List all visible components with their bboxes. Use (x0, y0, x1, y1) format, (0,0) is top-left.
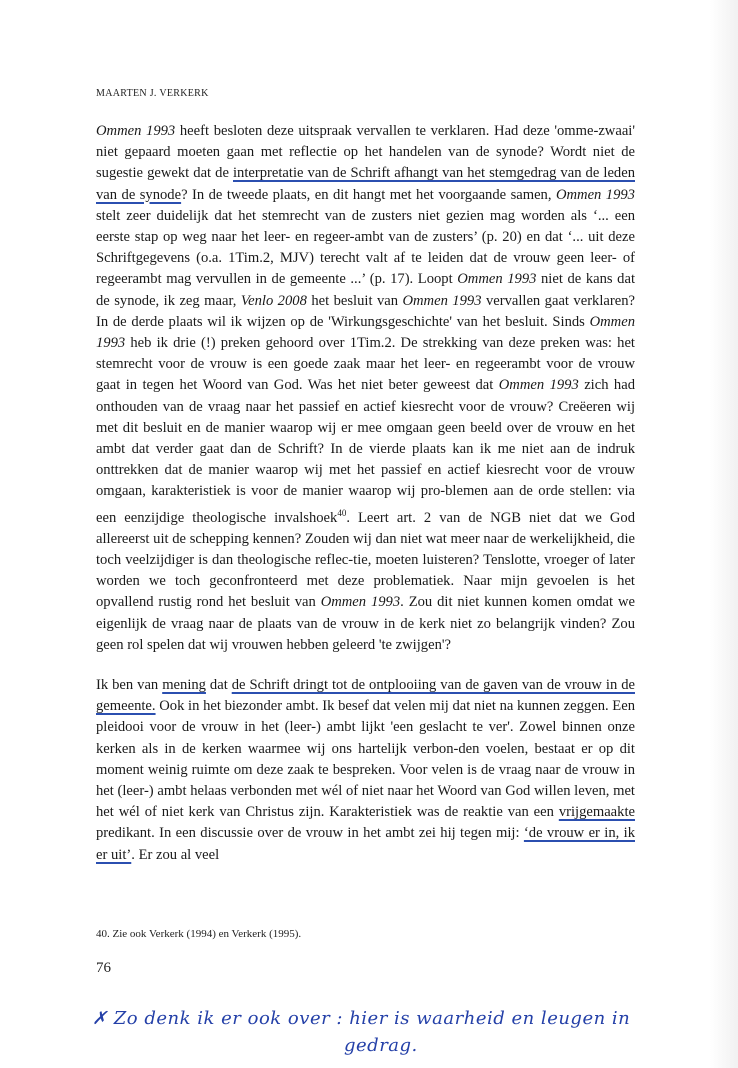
underlined-word: vrijgemaakte (558, 804, 635, 821)
page-number: 76 (96, 960, 111, 976)
running-head: MAARTEN J. VERKERK (96, 88, 209, 99)
underlined-passage: interpretatie van de Schrift afhangt van het stemgedrag van de leden van de synode (96, 165, 635, 203)
paragraph-2: Ik ben van mening dat de Schrift dringt tot de ontplooiing van de gaven van de vrouw in de gemeente. Ook in het biezonder ambt. Ik besef dat velen mij dat niet na kunnen zeggen. Een pleidooi voor de vrouw in het (leer-) ambt lijkt 'een geslacht te ver'. Zowel binnen onze kerken als in de kerken waarmee wij ons hartelijk verbon-den voelen, bestaat er op dit moment weinig ruimte om deze zaak te bespreken. Voor velen is de vraag naar de vrouw in het (leer-) ambt helaas verbonden met wél of niet naar het Woord van God willen leven, met het wél of niet kerk van Christus zijn. Karakteristiek was de reaktie van een vrijgemaakte predikant. In een discussie over de vrouw in het ambt zei hij tegen mij: ‘de vrouw er in, ik er uit’. Er zou al veel (96, 676, 635, 863)
footnote: 40. Zie ook Verkerk (1994) en Verkerk (1995). (96, 928, 302, 940)
underlined-passage: de Schrift dringt tot de ontplooiing van de gaven van de vrouw in de gemeente. (96, 676, 635, 715)
underlined-quote: ‘de vrouw er in, ik er uit’ (96, 825, 635, 863)
handwritten-line-2: gedrag. (344, 1035, 418, 1056)
footnote-ref: 40 (337, 507, 347, 518)
underlined-word: mening (162, 676, 206, 693)
body-text (96, 121, 635, 866)
page-edge-shadow (710, 0, 738, 1068)
paragraph-1: Ommen 1993 heeft besloten deze uitspraak vervallen te verklaren. Had deze 'omme-zwaai' niet gepaard moeten gaan met reflectie op het handelen van de synode? Wordt niet de sugestie gewekt dat de interpretatie van de Schrift afhangt van het stemgedrag van de leden van de synode? In de tweede plaats, en dit hangt met het voorgaande samen, Ommen 1993 stelt zeer duidelijk dat het stemrecht van de zusters niet gezien mag worden als ‘... een eerste stap op weg naar het leer- en regeer-ambt van de zusters’ (p. 20) en dat ‘... uit deze Schriftgegevens (o.a. 1Tim.2, MJV) terecht valt af te leiden dat de vrouw geen leer- of regeerambt mag vervullen in de gemeente ...’ (p. 17). Loopt Ommen 1993 niet de kans dat de synode, ik zeg maar, Venlo 2008 het besluit van Ommen 1993 vervallen gaat verklaren? In de derde plaats wil ik wijzen op de 'Wirkungsgeschichte' van het besluit. Sinds Ommen 1993 heb ik drie (!) preken gehoord over 1Tim.2. De strekking van deze preken was: het stemrecht voor de vrouw is een goede zaak maar het leer- en regeerambt voor de vrouw gaat in tegen het Woord van God. Was het niet beter geweest dat Ommen 1993 zich had onthouden van de vraag naar het passief en actief kiesrecht voor de vrouw? Creëeren wij met dit besluit en de manier waarop wij er mee omgaan geen beeld over de vrouw en het ambt dat verder gaat dan de Schrift? In de vierde plaats kan ik me niet aan de indruk onttrekken dat de manier waarop wij met het passief en actief kiesrecht voor de vrouw omgaan, karakteristiek is voor de manier waarop wij pro-blemen aan de orde stellen: via een eenzijdige theologische invalshoek$^{40}$. Leert art. 2 van de NGB niet dat we God allereerst uit de schepping kennen? Zouden wij dan niet wat meer naar de werkelijkheid, die toch veelzijdiger is dan theologische reflec-tie, moeten luisteren? Tenslotte, vroeger of later worden we toch geconfronteerd met deze problematiek. Naar mijn gevoelen is het opvallend rustig rond het besluit van Ommen 1993. Zou dit niet kunnen komen omdat we eigenlijk de vraag naar de plaats van de vrouw in de kerk niet zo belangrijk vinden? Zou geen rol spelen dat wij vrouwen hebben geleerd 'te zwijgen'? (96, 123, 636, 653)
handwritten-margin-note (92, 1008, 712, 1056)
handwritten-line-1: ✗ Zo denk ik er ook over : hier is waarheid en leugen in (92, 1008, 631, 1029)
